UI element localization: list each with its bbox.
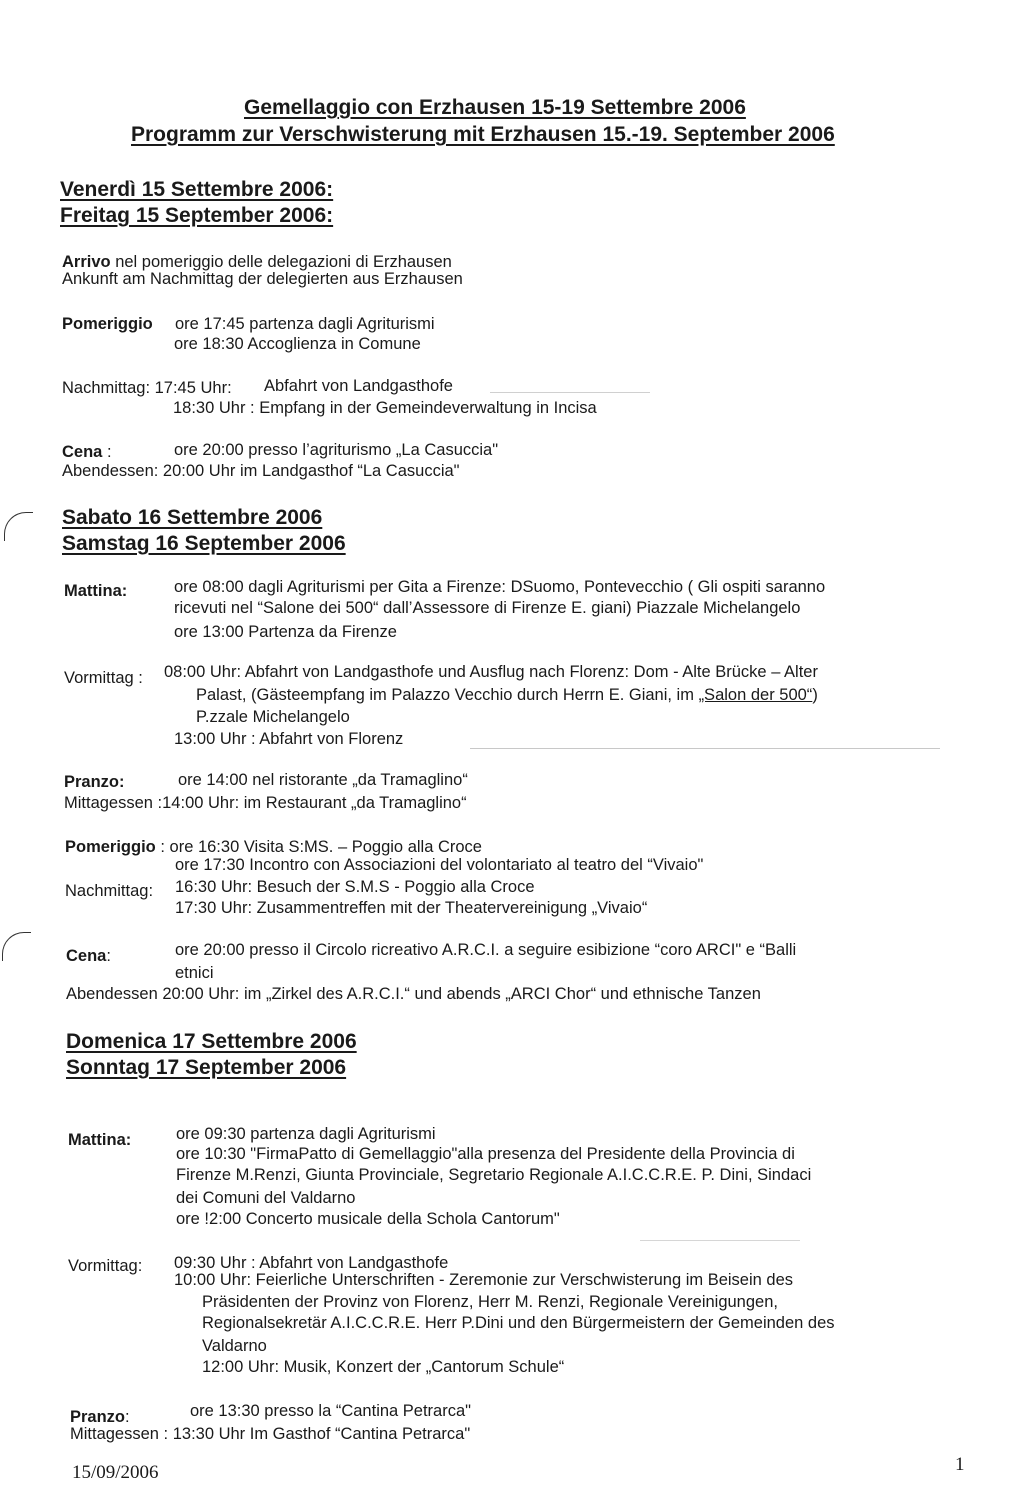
day1-heading-de: Freitag 15 September 2006: [60,204,334,227]
day3-heading-it: Domenica 17 Settembre 2006 [66,1030,357,1053]
day1-nachmittag-line1: Abfahrt von Landgasthofe [264,377,453,395]
day2-heading-it: Sabato 16 Settembre 2006 [62,506,323,529]
day3-vormittag-line6: 12:00 Uhr: Musik, Konzert der „Cantorum Schule“ [202,1358,565,1376]
scan-edge-mark [2,932,31,961]
day2-vormittag-line2 [196,685,818,705]
day2-mattina-line3: ore 13:00 Partenza da Firenze [174,623,397,641]
day2-cena [66,946,111,966]
day2-mattina-line1: ore 08:00 dagli Agriturismi per Gita a Firenze: DSuomo, Pontevecchio ( Gli ospiti saranno [174,578,826,596]
arrivo-label: Arrivo [62,253,111,271]
day2-mattina-label: Mattina: [64,582,128,600]
day1-cena-text: ore 20:00 presso l’agriturismo „La Casuccia" [174,441,499,459]
day2-vormittag-line3: P.zzale Michelangelo [196,708,350,726]
day2-abendessen: Abendessen 20:00 Uhr: im „Zirkel des A.R.C.I.“ und abends „ARCI Chor“ und ethnische Tanzen [66,985,761,1003]
vormittag-line2-text: Palast, (Gästeempfang im Palazzo Vecchio durch Herrn E. Giani, im [196,686,699,704]
day2-pranzo-text: ore 14:00 nel ristorante „da Tramaglino“ [178,771,468,789]
footer-date: 15/09/2006 [72,1462,159,1483]
day3-mattina-line3: Firenze M.Renzi, Giunta Provinciale, Segretario Regionale A.I.C.C.R.E. P. Dini, Sindaci [176,1166,812,1184]
day1-ankunft: Ankunft am Nachmittag der delegierten aus Erzhausen [62,270,463,288]
vormittag-line2-close: ) [812,686,818,704]
day3-vormittag-line2: 10:00 Uhr: Feierliche Unterschriften - Zeremonie zur Verschwisterung im Beisein des [174,1271,794,1289]
day2-cena-line2: etnici [175,964,214,982]
scan-artifact-line [490,392,650,393]
day2-vormittag-line1: 08:00 Uhr: Abfahrt von Landgasthofe und Ausflug nach Florenz: Dom - Alte Brücke – Alter [164,663,818,681]
day1-pomeriggio-line2: ore 18:30 Accoglienza in Comune [174,335,421,353]
pranzo-colon: : [125,1408,130,1426]
day1-abendessen: Abendessen: 20:00 Uhr im Landgasthof “La Casuccia" [62,462,460,480]
page-number: 1 [955,1454,965,1475]
day3-vormittag-line4: Regionalsekretär A.I.C.C.R.E. Herr P.Dini und den Bürgermeistern der Gemeinden des [202,1314,835,1332]
document-title-de: Programm zur Verschwisterung mit Erzhausen 15.-19. September 2006 [131,123,835,146]
day2-vormittag-line4: 13:00 Uhr : Abfahrt von Florenz [174,730,404,748]
salon-der-500-text: „Salon der 500“ [698,686,813,704]
day2-cena-line1: ore 20:00 presso il Circolo ricreativo A.R.C.I. a seguire esibizione “coro ARCI" e “Balli [175,941,797,959]
cena-label: Cena [66,947,107,965]
cena-colon: : [106,947,111,965]
day2-mittagessen: Mittagessen :14:00 Uhr: im Restaurant „da Tramaglino“ [64,794,467,812]
day1-heading-it: Venerdì 15 Settembre 2006: [60,178,334,201]
day2-pranzo-label: Pranzo: [64,773,125,791]
day1-pomeriggio-label: Pomeriggio [62,315,153,333]
day2-pomeriggio [65,837,482,857]
day2-mattina-line2: ricevuti nel “Salone dei 500“ dall’Assessore di Firenze E. giani) Piazzale Michelangelo [174,599,801,617]
day3-mattina-line4: dei Comuni del Valdarno [176,1189,356,1207]
day2-heading-de: Samstag 16 September 2006 [62,532,346,555]
cena-colon: : [102,443,112,461]
day3-vormittag-line3: Präsidenten der Provinz von Florenz, Herr M. Renzi, Regionale Vereinigungen, [202,1293,778,1311]
document-title-it: Gemellaggio con Erzhausen 15-19 Settembre 2006 [244,96,746,119]
scan-artifact-line [470,748,940,749]
pomeriggio-line1: : ore 16:30 Visita S:MS. – Poggio alla Croce [155,838,482,856]
day1-nachmittag-line2: 18:30 Uhr : Empfang in der Gemeindeverwaltung in Incisa [173,399,597,417]
scan-edge-mark [4,512,33,541]
day1-pomeriggio-line1: ore 17:45 partenza dagli Agriturismi [175,315,435,333]
day2-vormittag-label: Vormittag : [64,669,143,687]
day1-cena [62,442,112,462]
day3-vormittag-line1: 09:30 Uhr : Abfahrt von Landgasthofe [174,1254,449,1272]
day3-mattina-label: Mattina: [68,1131,132,1149]
day3-vormittag-line5: Valdarno [202,1337,267,1355]
day1-nachmittag-label: Nachmittag: 17:45 Uhr: [62,379,232,397]
day3-mittagessen: Mittagessen : 13:30 Uhr Im Gasthof “Cantina Petrarca" [70,1425,471,1443]
day3-pranzo-text: ore 13:30 presso la “Cantina Petrarca" [190,1402,472,1420]
day3-vormittag-label: Vormittag: [68,1257,143,1275]
day3-mattina-line1: ore 09:30 partenza dagli Agriturismi [176,1125,436,1143]
pranzo-label: Pranzo [70,1408,126,1426]
day3-mattina-line2: ore 10:30 "FirmaPatto di Gemellaggio"alla presenza del Presidente della Provincia di [176,1145,795,1163]
day2-pomeriggio-line2: ore 17:30 Incontro con Associazioni del volontariato al teatro del “Vivaio" [175,856,704,874]
arrivo-text: nel pomeriggio delle delegazioni di Erzhausen [110,253,452,271]
day3-mattina-line5: ore !2:00 Concerto musicale della Schola Cantorum" [176,1210,560,1228]
day2-nachmittag-line2: 17:30 Uhr: Zusammentreffen mit der Theatervereinigung „Vivaio“ [175,899,648,917]
scan-artifact-line [640,1240,800,1241]
day2-nachmittag-line1: 16:30 Uhr: Besuch der S.M.S - Poggio alla Croce [175,878,535,896]
cena-label: Cena [62,443,103,461]
day2-nachmittag-label: Nachmittag: [65,882,154,900]
day3-heading-de: Sonntag 17 September 2006 [66,1056,347,1079]
pomeriggio-label: Pomeriggio [65,838,156,856]
